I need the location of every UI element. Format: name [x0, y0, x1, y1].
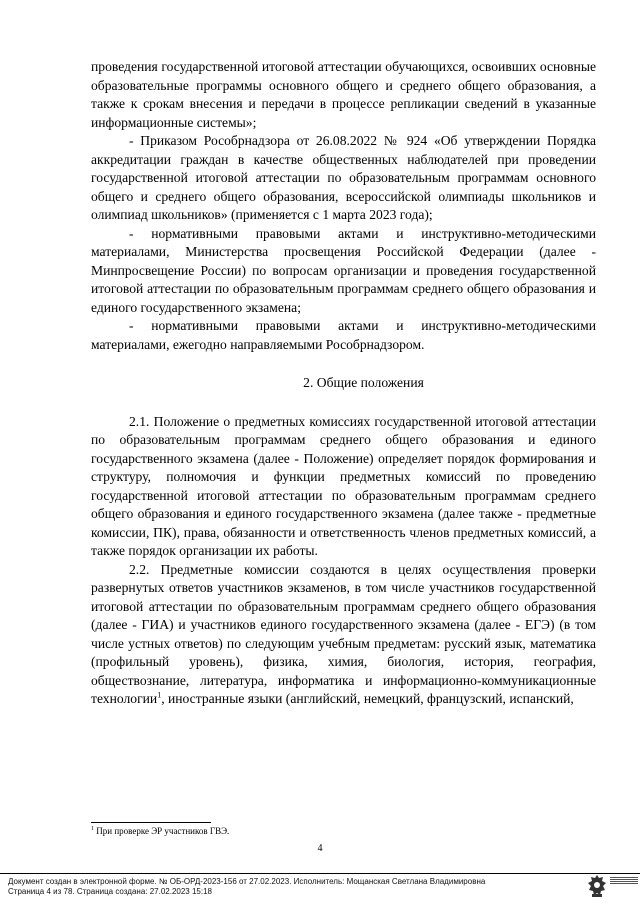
page-number: 4 — [317, 843, 323, 854]
paragraph-2-1: 2.1. Положение о предметных комиссиях государственной итоговой аттестации по образовательным программам среднего общего образования и единого государственного экзамена (далее - Положение) определяет порядок формирования и структуру, полномочия и функции предметных комиссий по проведению государственной итоговой аттестации по образовательным программам среднего общего образования и единого государственного экзамена (далее также - предметные комиссии, ПК), права, обязанности и ответственность членов предметных комиссий, а также порядок организации их работы. — [91, 413, 596, 558]
paragraph-continuation: проведения государственной итоговой аттестации обучающихся, освоивших основные образовательные программы основного общего и среднего общего образования, а также к срокам внесения и передачи в процессе репликации сведений в указанные информационные системы»; — [91, 59, 596, 130]
paragraph-order-924: - Приказом Рособрнадзора от 26.08.2022 № 924 «Об утверждении Порядка аккредитации граждан в качестве общественных наблюдателей при проведении государственной итоговой аттестации по образовательным программам основного общего и среднего общего образования, всероссийской олимпиады школьников и олимпиад школьников» (применяется с 1 марта 2023 года); — [91, 133, 596, 222]
footer-page-info: Страница 4 из 78. Страница создана: 27.02.2023 15:18 — [8, 887, 212, 896]
footer-document-info: Документ создан в электронной форме. № ОБ-ОРД-2023-156 от 27.02.2023. Исполнитель: Мощанская Светлана Владимировна — [8, 877, 486, 886]
footnote-reference[interactable]: 1 — [157, 690, 162, 700]
emblem-caption — [610, 877, 638, 884]
paragraph-2-2-text: 2.2. Предметные комиссии создаются в целях осуществления проверки развернутых ответов участников экзаменов, в том числе участников государственной итоговой аттестации по образовательным программам среднего общего образования (далее - ГИА) и участников единого государственного экзамена (далее - ЕГЭ) (в том числе устных ответов) по следующим учебным предметам: русский язык, математика (профильный уровень), физика, химия, биология, история, география, обществознание, литература, информатика и информационно-коммуникационные технологии — [91, 561, 596, 706]
document-body — [91, 58, 596, 709]
paragraph-minprosveshcheniya: - нормативными правовыми актами и инструктивно-методическими материалами, Министерства просвещения Российской Федерации (далее - Минпросвещение России) по вопросам организации и проведения государственной итоговой аттестации по образовательным программам среднего общего образования и единого государственного экзамена; — [91, 225, 596, 315]
document-footer — [8, 877, 485, 897]
section-heading: 2. Общие положения — [303, 375, 424, 390]
footnote-text: При проверке ЭР участников ГВЭ. — [96, 826, 230, 836]
footnote — [91, 826, 229, 837]
footer-divider — [0, 873, 640, 874]
emblem-icon — [586, 874, 608, 898]
footnote-divider — [91, 822, 211, 823]
paragraph-rosobrnadzor: - нормативными правовыми актами и инструктивно-методическими материалами, ежегодно направляемыми Рособрнадзором. — [91, 318, 596, 352]
footnote-marker: 1 — [91, 826, 94, 832]
paragraph-2-2-last-line: иностранные языки (английский, немецкий, французский, испанский, — [168, 691, 574, 706]
paragraph-2-2: 2.2. Предметные комиссии создаются в целях осуществления проверки развернутых ответов участников экзаменов, в том числе участников государственной итоговой аттестации по образовательным программам среднего общего образования (далее - ГИА) и участников единого государственного экзамена (далее - ЕГЭ) (в том числе устных ответов) по следующим учебным предметам: русский язык, математика (профильный уровень), физика, химия, биология, история, география, обществознание, литература, информатика и информационно-коммуникационные технологии$^1$, иностранные языки (английский, немецкий, французский, испанский, — [91, 561, 596, 706]
